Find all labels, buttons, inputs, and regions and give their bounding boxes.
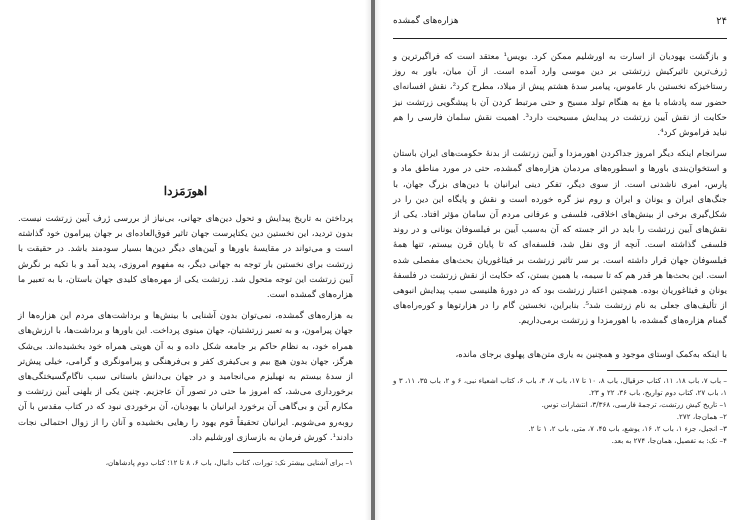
paragraph: پرداختن به تاریخ پیدایش و تحول دین‌های جهانی، بی‌نیاز از بررسی ژرف آیین زرتشت نیست. بدون تردید، این نخستین دین یکتاپرست جهان تاثیر فوق‌العاده‌ای بر جهان پیرامون خود گذاشته است و می‌تواند در مقایسهٔ باورها و آیین‌های دیگر دین‌ها بسیار سودمند باشد. در حقیقت با زرتشت برای نخستین بار توجه به جهانی دیگر، به مفهوم امروزی، پدید آمد و با تکیه بر نگرش آیین زرتشت این توجه متحول شد. زرتشت یکی از مهره‌های کلیدی جهان باستان، با به تعبیر ما هزاره‌های گمشده است. [18, 214, 353, 301]
footnote: ۲– همان‌جا، ۲۷۲. [676, 412, 727, 422]
paragraph: و بازگشت یهودیان از اسارت به اورشلیم ممکن کرد. بویس¹ معتقد است که فراگیرترین و ژرف‌ترین تاثیرکیش زرتشتی بر دین موسی وارد آمده است. از آن میان، باور به روز رستاخیزکه نخستین بار عاموس، پیامبر سدهٔ هشتم پیش از میلاد، مطرح کرد²، نقش افسانه‌ای حضور سه پادشاه با مغ به هنگام تولد مسیح و حتی مرتبط کردن آن با پیشگویی زرتشت نیز حکایت از نقش آیین زرتشت در پیدایش مسیحیت دارد³. اهمیت نقش سلمان فارسی را هم نباید فراموش کرد⁴. [393, 52, 728, 139]
footnote-divider [607, 370, 727, 371]
lead-sentence: با اینکه به‌کمک اوستای موجود و همچنین به یاری متن‌های پهلوی برجای مانده، [455, 349, 727, 360]
page-gutter-shadow [365, 0, 371, 520]
running-header [393, 10, 727, 39]
paragraph: سرانجام اینکه دیگر امروز جداکردن اهورمزدا و آیین زرتشت از بدنهٔ حکومت‌های ایران باستان و استخوان‌بندی باورها و اسطوره‌های مردمان هزاره‌های گمشده، حتی در مورد مناطق ماد و پارس، امری ناشدنی است. از سوی دیگر، تفکر دینی ایرانیان با دین‌های بزرگ جهان، با جنگ‌های ایران و یونان و ایران و روم نیز گره خورده است و نقش و پایگاه این دین را در شکل‌گیری برخی از بینش‌های اخلاقی، فلسفی و عرفانی مردم آن سامان مؤثر افتاد. یکی از نقش‌های آیین زرتشت را باید در اثر جسته که آن به‌سبب آیین بر فیلسوفان یونانی و در روند فلسفی گذاشته است. آنچه از وی نقل شد، فلسفه‌ای که تا پایان قرن بیستم، تنها همهٔ فیلسوفان جهان قرار داشته است. بر سر تاثیر زرتشت بر فیثاغوریان بحث‌های مفصلی شده است. این بحث‌ها هر قدر هم که تا سیمه، با همین بستن، که حکایت از نقش زرتشت در فلسفهٔ یونان و فیثاغوریان بوده. همچنین اعتبار زرتشت بود که در دورهٔ هلنیسی سبب پیدایش انبوهی از تألیف‌های جعلی به نام زرتشت شد⁵. بنابراین، نخستین گام را در هزارتوها و کوره‌راه‌های گمنام هزاره‌های گمشده، با اهورمزدا و زرتشت برمی‌داریم. [393, 149, 727, 327]
footnote: ۴– نک: به تفصیل، همان‌جا، ۲۷۴ به بعد. [611, 436, 727, 446]
page-number: ۲۴ [716, 16, 727, 27]
footnote: ۱– برای آشنایی بیشتر نک: تورات، کتاب دانیال، باب ۶، ۸ تا ۱۲؛ کتاب دوم پادشاهان، [105, 458, 353, 468]
paragraph: به هزاره‌های گمشده، نمی‌توان بدون آشنایی با بینش‌ها و برداشت‌های مردم این هزاره‌ها از جهان پیرامون، و به تعبیر زرتشتیان، جهان مینوی پرداخت. این باورها و برداشت‌ها، با ارزش‌های همراه خود، به نظام حاکم بر جامعه شکل داده و به آن هویتی همراه خود بخشیده‌اند. بی‌شک هرگز، جهان بدون هیچ بیم و بی‌کیفری کفر و بی‌فرهنگی و پیرامونگری و گرامی، خیلی پیش‌تر از سدهٔ بیستم به نهیلیزم می‌انجامید و در جهان بی‌دانش باستانی سبب ناگام‌گسیختگی‌های برخورداری می‌شد، که امروز ما حتی در تصور آن عاجزیم. چنین یکی از بلهنی آیین زرتشت و مکارم آین و بی‌گاهی آن برخورد ایرانیان با یهودیان، آن برخوردی نبود که در کتاب مقدس با آن روبه‌رو می‌شویم. ایرانیان تحقیقاً قوم یهود را رهایی بخشیده و آنان را از زوال احتمالی نجات دادند¹. کورش فرمان به بازسازی اورشلیم داد. [18, 311, 353, 443]
footnote-divider [233, 452, 353, 453]
footnote: ۳– انجیل، جزء ۱، باب ۲، ۱۶، یوشع، باب ۴۵، ۷، متی، باب ۲، ۱ تا ۲. [528, 424, 727, 434]
right-page [375, 0, 745, 520]
chapter-title: اهورَمَزدا [163, 184, 208, 198]
footnote: ۱– تاریخ کیش زرتشت، ترجمهٔ فارسی، ۳/۳۶۸، انتشارات توس. [541, 400, 727, 410]
book-title: هزاره‌های گمشده [393, 16, 459, 26]
page-gutter-shadow [375, 0, 381, 520]
left-page [0, 0, 371, 520]
footnote: – باب ۷، باب ۱۸، ۱۱، کتاب حزقیال، باب ۸، ۱۰ تا ۱۷، باب ۷، ۴، باب ۶، کتاب اشعیاء نبی، ۶ و ۲، باب ۳۵، ۱۱، ۳ و ۱، باب ۲۷، کتاب دوم تواریخ، باب ۳۶، ۲۲ و ۲۳. [393, 376, 728, 398]
